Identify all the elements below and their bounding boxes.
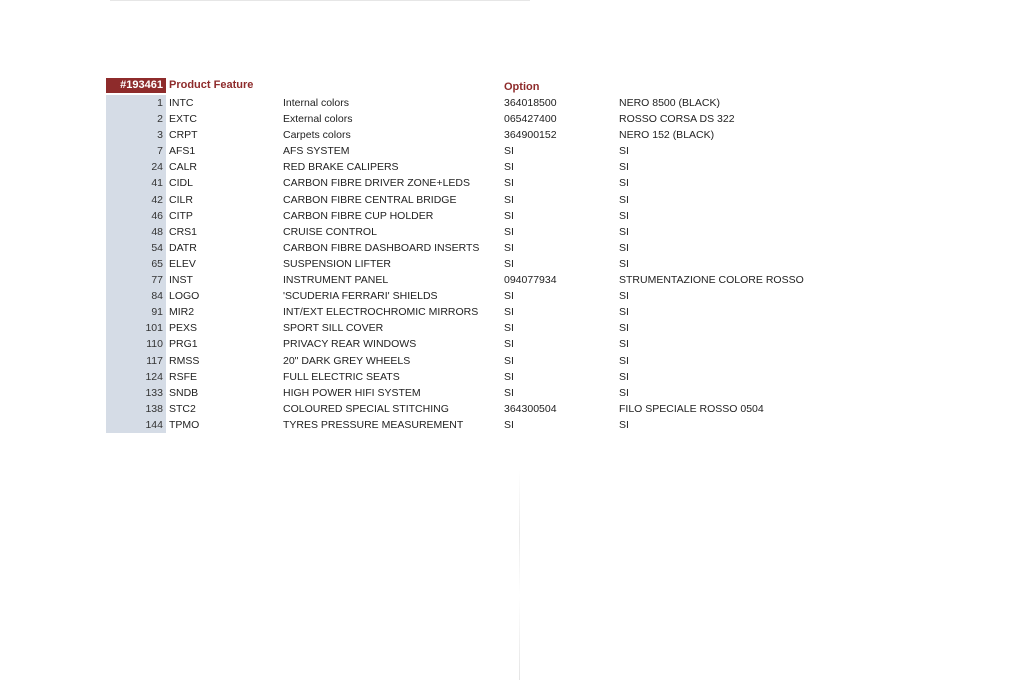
table-row: [106, 111, 826, 127]
row-number: 84: [106, 288, 166, 304]
row-number: 54: [106, 240, 166, 256]
feature-code: CIDL: [169, 177, 193, 190]
option-code: SI: [504, 418, 514, 431]
option-value: SI: [619, 145, 629, 158]
feature-code: INTC: [169, 97, 194, 109]
option-code: SI: [504, 370, 514, 383]
feature-description: SPORT SILL COVER: [283, 322, 384, 335]
row-number: 1: [106, 95, 166, 111]
row-number: 3: [106, 127, 166, 143]
feature-description: TYRES PRESSURE MEASUREMENT: [283, 418, 464, 431]
row-number: 24: [106, 159, 166, 175]
option-value: SI: [619, 354, 629, 367]
option-code: SI: [504, 338, 514, 351]
feature-code: SNDB: [169, 386, 199, 399]
table-row: [106, 320, 826, 336]
table-row: [106, 240, 826, 256]
feature-description: Internal colors: [283, 97, 349, 109]
option-value: SI: [619, 370, 629, 383]
table-row: [106, 159, 826, 175]
row-number: 144: [106, 417, 166, 433]
feature-code: CITP: [169, 209, 193, 222]
table-row: [106, 385, 826, 401]
table-row: [106, 304, 826, 320]
row-number: 7: [106, 143, 166, 159]
option-code: SI: [504, 306, 514, 319]
feature-description: INT/EXT ELECTROCHROMIC MIRRORS: [283, 306, 479, 319]
option-value: NERO 8500 (BLACK): [619, 97, 720, 109]
option-value: SI: [619, 338, 629, 351]
feature-code: PEXS: [169, 322, 198, 335]
option-value: FILO SPECIALE ROSSO 0504: [619, 402, 764, 415]
table-row: [106, 175, 826, 191]
table-row: [106, 192, 826, 208]
option-code: SI: [504, 386, 514, 399]
feature-code: CRS1: [169, 225, 198, 238]
feature-code: MIR2: [169, 306, 195, 319]
option-code: SI: [504, 177, 514, 190]
feature-code: RMSS: [169, 354, 200, 367]
feature-code: CALR: [169, 161, 198, 174]
table-row: [106, 143, 826, 159]
option-code: SI: [504, 209, 514, 222]
option-value: SI: [619, 177, 629, 190]
table-row: [106, 417, 826, 433]
row-number: 77: [106, 272, 166, 288]
page-fold-mark: [519, 470, 520, 680]
feature-code: CRPT: [169, 129, 198, 142]
table-row: [106, 272, 826, 288]
option-value: SI: [619, 241, 629, 254]
feature-code: AFS1: [169, 145, 196, 158]
table-row: [106, 127, 826, 143]
row-number: 42: [106, 192, 166, 208]
feature-code: PRG1: [169, 338, 198, 351]
row-number: 41: [106, 175, 166, 191]
option-value: SI: [619, 161, 629, 174]
feature-description: HIGH POWER HIFI SYSTEM: [283, 386, 421, 399]
option-value: SI: [619, 225, 629, 238]
feature-description: FULL ELECTRIC SEATS: [283, 370, 400, 383]
feature-description: RED BRAKE CALIPERS: [283, 161, 399, 174]
table-row: [106, 208, 826, 224]
option-value: STRUMENTAZIONE COLORE ROSSO: [619, 274, 804, 287]
feature-description: External colors: [283, 113, 353, 126]
feature-code: LOGO: [169, 290, 200, 303]
option-value: ROSSO CORSA DS 322: [619, 113, 735, 126]
table-row: [106, 369, 826, 385]
feature-description: CARBON FIBRE DASHBOARD INSERTS: [283, 241, 480, 254]
product-feature-heading: Product Feature: [169, 79, 254, 91]
feature-description: AFS SYSTEM: [283, 145, 350, 158]
feature-description: 'SCUDERIA FERRARI' SHIELDS: [283, 290, 438, 303]
feature-description: CARBON FIBRE CUP HOLDER: [283, 209, 434, 222]
option-value: SI: [619, 290, 629, 303]
table-row: [106, 256, 826, 272]
option-code: 094077934: [504, 274, 557, 287]
feature-code: TPMO: [169, 418, 200, 431]
table-row: [106, 353, 826, 369]
option-code: SI: [504, 145, 514, 158]
row-number: 133: [106, 385, 166, 401]
option-code: SI: [504, 161, 514, 174]
row-number: 110: [106, 336, 166, 352]
order-id-cell: #193461: [106, 78, 166, 93]
option-value: NERO 152 (BLACK): [619, 129, 715, 142]
option-value: SI: [619, 322, 629, 335]
table-row: [106, 288, 826, 304]
option-value: SI: [619, 257, 629, 270]
option-code: SI: [504, 225, 514, 238]
option-value: SI: [619, 418, 629, 431]
row-number: 48: [106, 224, 166, 240]
row-number: 138: [106, 401, 166, 417]
feature-code: DATR: [169, 241, 197, 254]
feature-description: Carpets colors: [283, 129, 351, 142]
row-number: 2: [106, 111, 166, 127]
feature-description: SUSPENSION LIFTER: [283, 257, 391, 270]
option-heading: Option: [504, 81, 540, 93]
scan-artifact: [110, 0, 530, 1]
option-code: 364018500: [504, 97, 557, 109]
option-value: SI: [619, 386, 629, 399]
row-number: 46: [106, 208, 166, 224]
row-number: 124: [106, 369, 166, 385]
feature-code: RSFE: [169, 370, 198, 383]
option-code: 364300504: [504, 402, 557, 415]
option-value: SI: [619, 306, 629, 319]
feature-description: COLOURED SPECIAL STITCHING: [283, 402, 449, 415]
table-row: [106, 224, 826, 240]
option-value: SI: [619, 209, 629, 222]
table-row: [106, 95, 826, 111]
table-header: [106, 78, 666, 94]
feature-code: INST: [169, 274, 193, 287]
feature-code: CILR: [169, 193, 193, 206]
option-code: 065427400: [504, 113, 557, 126]
row-number: 101: [106, 320, 166, 336]
table-row: [106, 336, 826, 352]
feature-table: [106, 95, 826, 433]
option-code: SI: [504, 193, 514, 206]
option-code: SI: [504, 241, 514, 254]
option-value: SI: [619, 193, 629, 206]
feature-code: ELEV: [169, 257, 196, 270]
feature-description: INSTRUMENT PANEL: [283, 274, 389, 287]
option-code: SI: [504, 290, 514, 303]
option-code: SI: [504, 257, 514, 270]
feature-description: CARBON FIBRE CENTRAL BRIDGE: [283, 193, 457, 206]
feature-code: STC2: [169, 402, 196, 415]
option-code: SI: [504, 322, 514, 335]
option-code: SI: [504, 354, 514, 367]
row-number: 65: [106, 256, 166, 272]
feature-description: CARBON FIBRE DRIVER ZONE+LEDS: [283, 177, 470, 190]
feature-description: PRIVACY REAR WINDOWS: [283, 338, 417, 351]
option-code: 364900152: [504, 129, 557, 142]
feature-code: EXTC: [169, 113, 198, 126]
table-row: [106, 401, 826, 417]
feature-description: 20" DARK GREY WHEELS: [283, 354, 411, 367]
row-number: 117: [106, 353, 166, 369]
feature-description: CRUISE CONTROL: [283, 225, 377, 238]
row-number: 91: [106, 304, 166, 320]
